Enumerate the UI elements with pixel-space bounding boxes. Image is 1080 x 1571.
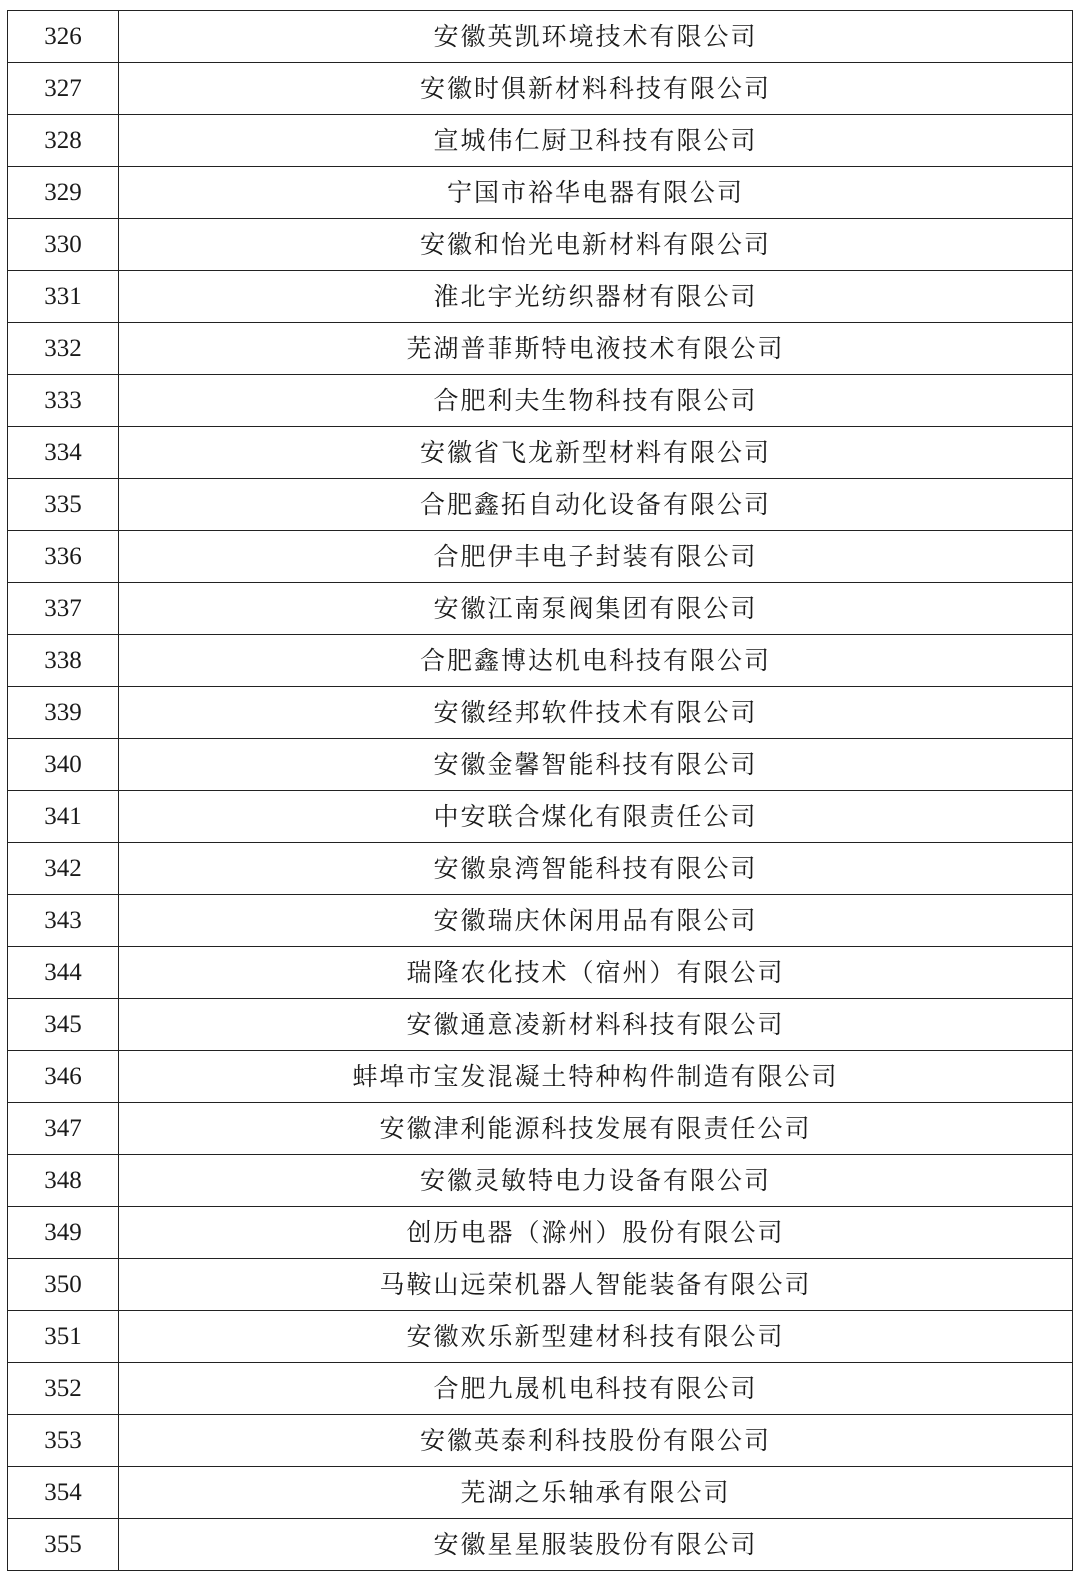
table-row xyxy=(8,323,1073,375)
company-name-cell: 合肥伊丰电子封装有限公司 xyxy=(119,531,1073,583)
company-name-cell: 芜湖普菲斯特电液技术有限公司 xyxy=(119,323,1073,375)
row-number-cell: 346 xyxy=(8,1051,119,1103)
company-name-cell: 安徽欢乐新型建材科技有限公司 xyxy=(119,1311,1073,1363)
table-row xyxy=(8,583,1073,635)
company-name-cell: 芜湖之乐轴承有限公司 xyxy=(119,1467,1073,1519)
table-row xyxy=(8,1051,1073,1103)
row-number-cell: 342 xyxy=(8,843,119,895)
company-name-cell: 合肥鑫博达机电科技有限公司 xyxy=(119,635,1073,687)
company-name-cell: 创历电器（滁州）股份有限公司 xyxy=(119,1207,1073,1259)
row-number-cell: 349 xyxy=(8,1207,119,1259)
row-number-cell: 334 xyxy=(8,427,119,479)
table-row xyxy=(8,63,1073,115)
table-row xyxy=(8,687,1073,739)
row-number-cell: 338 xyxy=(8,635,119,687)
table-row xyxy=(8,11,1073,63)
table-row xyxy=(8,271,1073,323)
table-row xyxy=(8,999,1073,1051)
row-number-cell: 326 xyxy=(8,11,119,63)
company-name-cell: 合肥利夫生物科技有限公司 xyxy=(119,375,1073,427)
row-number-cell: 341 xyxy=(8,791,119,843)
row-number-cell: 329 xyxy=(8,167,119,219)
row-number-cell: 355 xyxy=(8,1519,119,1571)
table-row xyxy=(8,1155,1073,1207)
table-row xyxy=(8,1363,1073,1415)
row-number-cell: 339 xyxy=(8,687,119,739)
table-row xyxy=(8,219,1073,271)
company-name-cell: 安徽英凯环境技术有限公司 xyxy=(119,11,1073,63)
row-number-cell: 345 xyxy=(8,999,119,1051)
company-name-cell: 安徽金馨智能科技有限公司 xyxy=(119,739,1073,791)
table-row xyxy=(8,947,1073,999)
row-number-cell: 353 xyxy=(8,1415,119,1467)
table-row xyxy=(8,739,1073,791)
company-list-table xyxy=(7,10,1073,1571)
company-name-cell: 宁国市裕华电器有限公司 xyxy=(119,167,1073,219)
company-name-cell: 安徽泉湾智能科技有限公司 xyxy=(119,843,1073,895)
table-row xyxy=(8,1415,1073,1467)
company-name-cell: 宣城伟仁厨卫科技有限公司 xyxy=(119,115,1073,167)
row-number-cell: 327 xyxy=(8,63,119,115)
company-name-cell: 合肥鑫拓自动化设备有限公司 xyxy=(119,479,1073,531)
row-number-cell: 330 xyxy=(8,219,119,271)
company-name-cell: 淮北宇光纺织器材有限公司 xyxy=(119,271,1073,323)
row-number-cell: 340 xyxy=(8,739,119,791)
company-name-cell: 瑞隆农化技术（宿州）有限公司 xyxy=(119,947,1073,999)
row-number-cell: 337 xyxy=(8,583,119,635)
company-name-cell: 安徽和怡光电新材料有限公司 xyxy=(119,219,1073,271)
row-number-cell: 351 xyxy=(8,1311,119,1363)
company-name-cell: 安徽瑞庆休闲用品有限公司 xyxy=(119,895,1073,947)
company-name-cell: 蚌埠市宝发混凝土特种构件制造有限公司 xyxy=(119,1051,1073,1103)
company-name-cell: 安徽经邦软件技术有限公司 xyxy=(119,687,1073,739)
row-number-cell: 336 xyxy=(8,531,119,583)
company-name-cell: 中安联合煤化有限责任公司 xyxy=(119,791,1073,843)
company-name-cell: 安徽星星服装股份有限公司 xyxy=(119,1519,1073,1571)
table-row xyxy=(8,1311,1073,1363)
company-name-cell: 安徽江南泵阀集团有限公司 xyxy=(119,583,1073,635)
company-name-cell: 安徽时俱新材料科技有限公司 xyxy=(119,63,1073,115)
company-name-cell: 马鞍山远荣机器人智能装备有限公司 xyxy=(119,1259,1073,1311)
row-number-cell: 343 xyxy=(8,895,119,947)
row-number-cell: 344 xyxy=(8,947,119,999)
table-row xyxy=(8,1467,1073,1519)
table-row xyxy=(8,115,1073,167)
row-number-cell: 331 xyxy=(8,271,119,323)
table-row xyxy=(8,1519,1073,1571)
table-row xyxy=(8,895,1073,947)
company-name-cell: 合肥九晟机电科技有限公司 xyxy=(119,1363,1073,1415)
row-number-cell: 335 xyxy=(8,479,119,531)
company-name-cell: 安徽灵敏特电力设备有限公司 xyxy=(119,1155,1073,1207)
row-number-cell: 328 xyxy=(8,115,119,167)
company-name-cell: 安徽省飞龙新型材料有限公司 xyxy=(119,427,1073,479)
table-row xyxy=(8,635,1073,687)
row-number-cell: 347 xyxy=(8,1103,119,1155)
company-name-cell: 安徽津利能源科技发展有限责任公司 xyxy=(119,1103,1073,1155)
company-name-cell: 安徽英泰利科技股份有限公司 xyxy=(119,1415,1073,1467)
row-number-cell: 354 xyxy=(8,1467,119,1519)
table-row xyxy=(8,427,1073,479)
table-row xyxy=(8,1259,1073,1311)
table-body xyxy=(8,11,1073,1571)
row-number-cell: 352 xyxy=(8,1363,119,1415)
company-name-cell: 安徽通意凌新材料科技有限公司 xyxy=(119,999,1073,1051)
table-row xyxy=(8,1207,1073,1259)
table-row xyxy=(8,167,1073,219)
table-row xyxy=(8,791,1073,843)
row-number-cell: 348 xyxy=(8,1155,119,1207)
company-list-table-wrapper xyxy=(7,10,1073,1559)
table-row xyxy=(8,531,1073,583)
table-row xyxy=(8,1103,1073,1155)
table-row xyxy=(8,375,1073,427)
row-number-cell: 333 xyxy=(8,375,119,427)
row-number-cell: 350 xyxy=(8,1259,119,1311)
table-row xyxy=(8,843,1073,895)
row-number-cell: 332 xyxy=(8,323,119,375)
table-row xyxy=(8,479,1073,531)
